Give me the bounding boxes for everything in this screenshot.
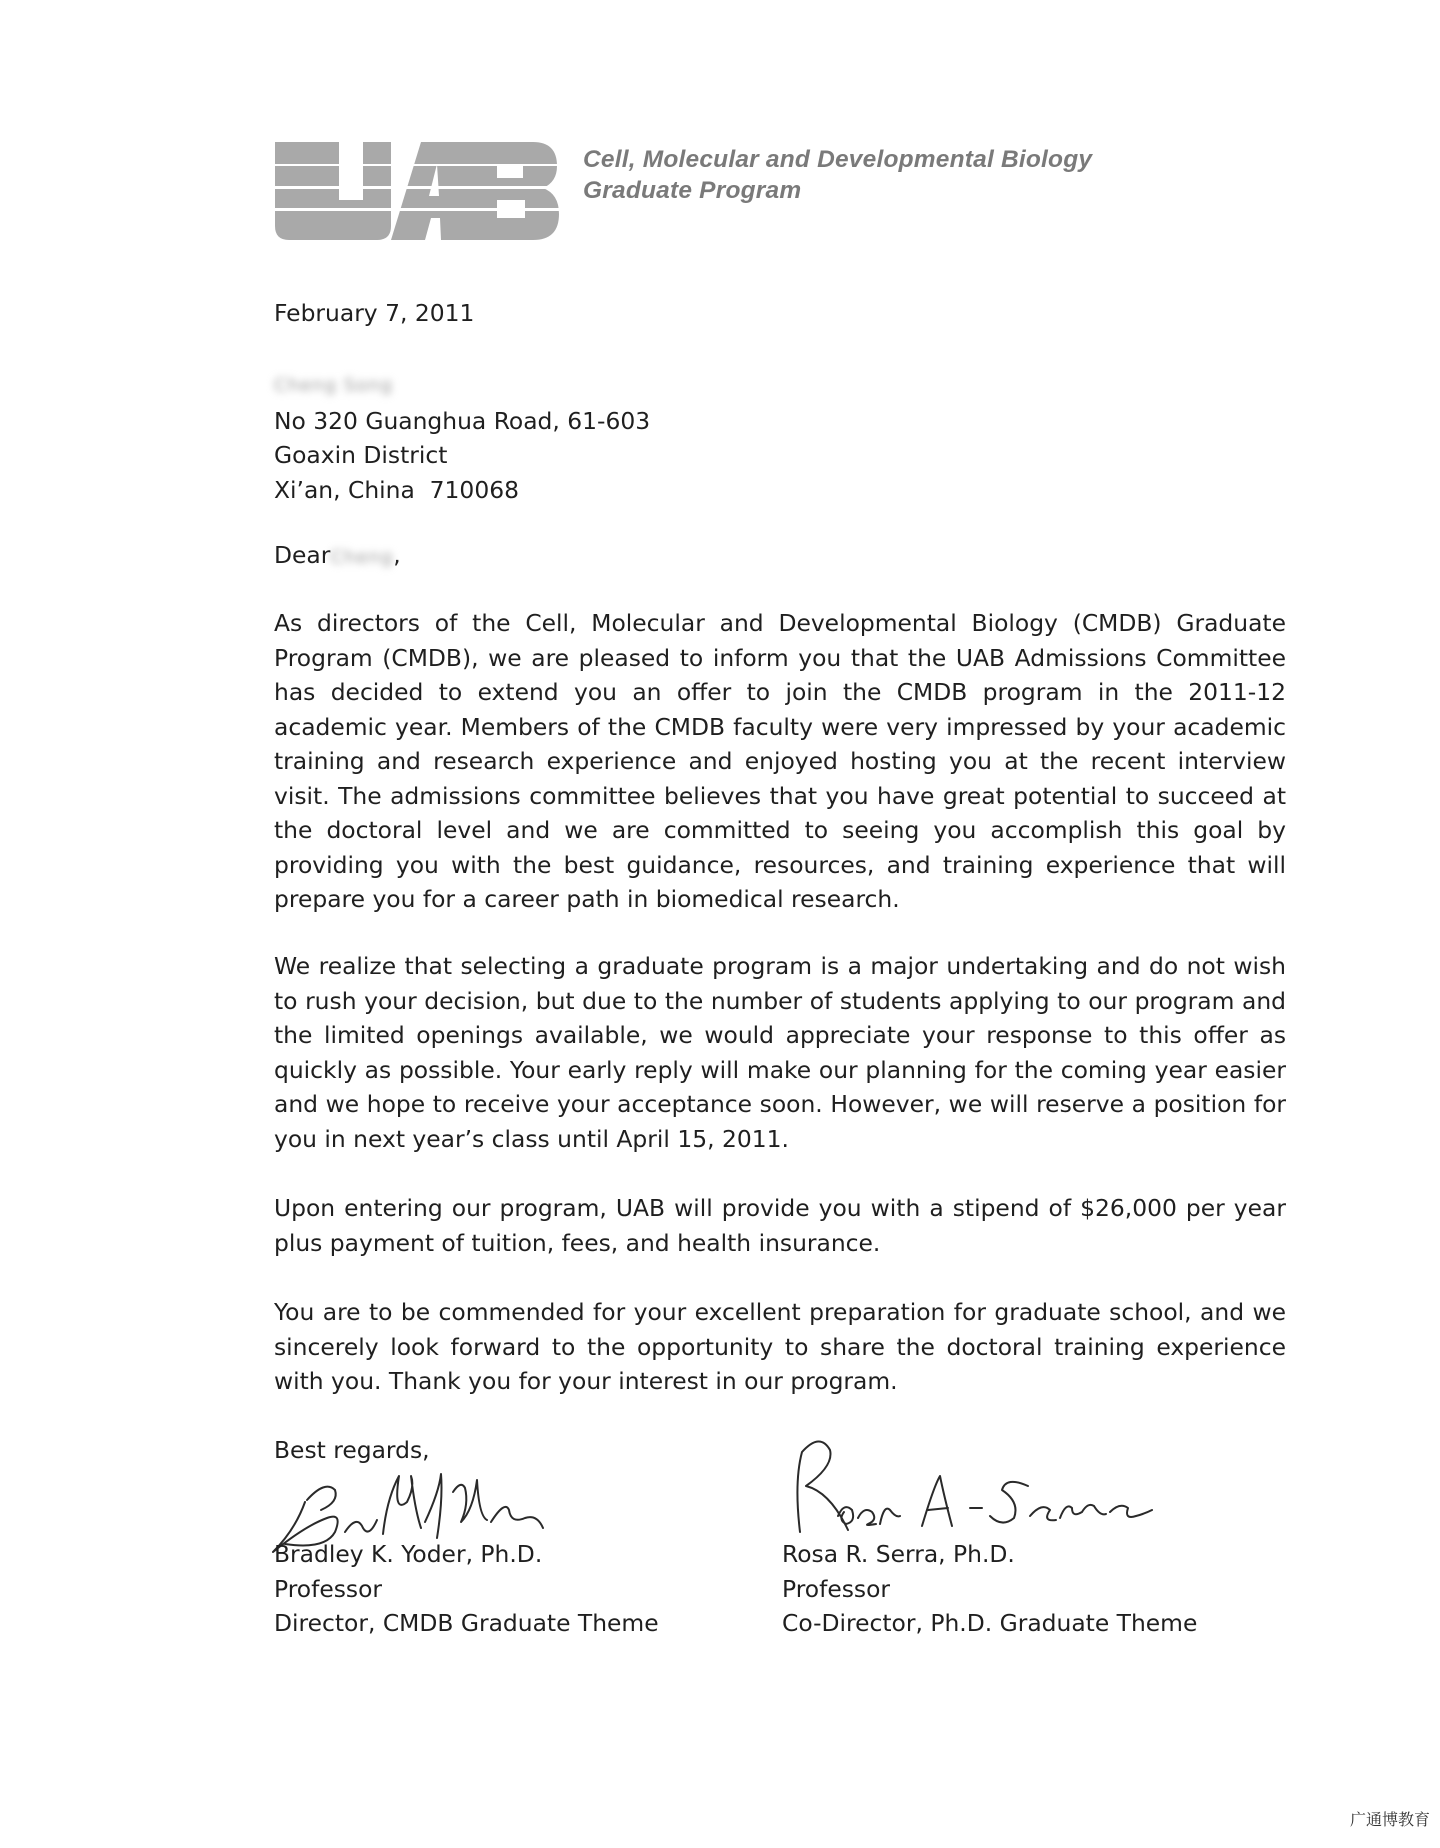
signature-serra (780, 1432, 1160, 1542)
program-name-line1: Cell, Molecular and Developmental Biology (583, 146, 1093, 173)
address-line-1: No 320 Guanghua Road, 61-603 (274, 406, 651, 435)
salutation-name-redacted: Cheng (330, 547, 394, 568)
signatory-role: Co-Director, Ph.D. Graduate Theme (782, 1609, 1198, 1637)
body-paragraph-1: As directors of the Cell, Molecular and Developmental Biology (CMDB) Graduate Program (CMDB), we are pleased to inform you that the UAB Admissions Committee has decided to extend you an offer to join the CMDB program in the 2011-12 academic year. Members of the CMDB faculty were very impressed by your academic training and research experience and enjoyed hosting you at the recent interview visit. The admissions committee believes that you have great potential to succeed at the doctoral level and we are committed to seeing you accomplish this goal by providing you with the best guidance, resources, and training experience that will prepare you for a career path in biomedical research. (274, 609, 1286, 913)
signature-block-serra (782, 1537, 1262, 1641)
signatory-role: Director, CMDB Graduate Theme (274, 1609, 659, 1637)
program-name (583, 144, 1092, 206)
letterhead (271, 138, 1171, 244)
letter-date: February 7, 2011 (274, 299, 475, 327)
program-name-line2: Graduate Program (583, 177, 802, 204)
salutation-prefix: Dear (274, 541, 331, 569)
signatory-title: Professor (782, 1574, 891, 1603)
recipient-name-redacted: Cheng Song (274, 375, 393, 396)
address-line-2: Goaxin District (274, 441, 448, 469)
signatory-name: Rosa R. Serra, Ph.D. (782, 1540, 1015, 1568)
watermark: 广通博教育 (1349, 1810, 1430, 1829)
signature-block-yoder (274, 1537, 754, 1641)
salutation-suffix: , (393, 541, 401, 569)
recipient-address (274, 366, 1286, 507)
signatory-name: Bradley K. Yoder, Ph.D. (274, 1540, 543, 1568)
body-paragraph-2: We realize that selecting a graduate program is a major undertaking and do not wish to rush your decision, but due to the number of students applying to our program and the limited openings available, we would appreciate your response to this offer as quickly as possible. Your early reply will make our planning for the coming year easier and we hope to receive your acceptance soon. However, we will reserve a position for you in next year’s class until April 15, 2011. (274, 952, 1286, 1153)
salutation (274, 538, 1286, 576)
body-paragraph-4: You are to be commended for your excellent preparation for graduate school, and we sincerely look forward to the opportunity to share the doctoral training experience with you. Thank you for your interest in our program. (274, 1298, 1286, 1395)
uab-logo (271, 138, 561, 244)
address-line-3: Xi’an, China 710068 (274, 475, 519, 504)
signatory-title: Professor (274, 1574, 383, 1603)
closing: Best regards, (274, 1436, 430, 1464)
body-paragraph-3: Upon entering our program, UAB will provide you with a stipend of $26,000 per year plus payment of tuition, fees, and health insurance. (274, 1194, 1286, 1257)
